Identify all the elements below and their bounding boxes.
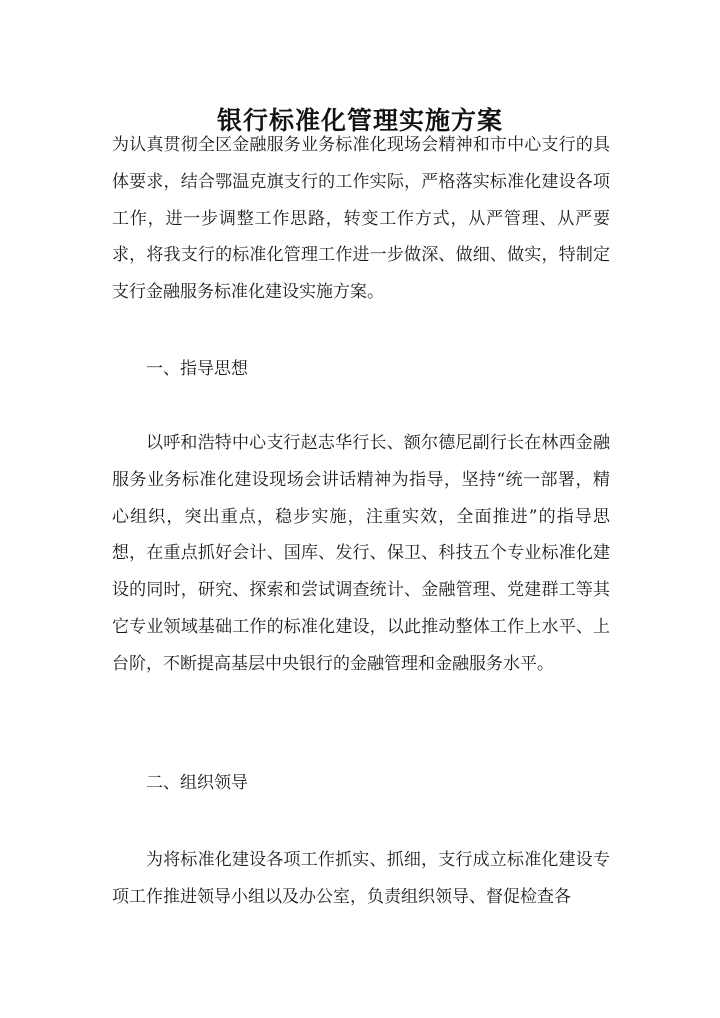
section-body-guiding-ideology: 以呼和浩特中心支行赵志华行长、额尔德尼副行长在林西金融服务业务标准化建设现场会讲话精神为指导，坚持“统一部署，精心组织，突出重点，稳步实施，注重实效，全面推进”的指导思想，在重点抓好会计、国库、发行、保卫、科技五个专业标准化建设的同时，研究、探索和尝试调查统计、金融管理、党建群工等其它专业领域基础工作的标准化建设，以此推动整体工作上水平、上台阶，不断提高基层中央银行的金融管理和金融服务水平。 bbox=[112, 433, 610, 674]
section-heading-guiding-ideology: 一、指导思想 bbox=[146, 359, 248, 379]
section-body-organization-leadership: 为将标准化建设各项工作抓实、抓细，支行成立标准化建设专项工作推进领导小组以及办公室，负责组织领导、督促检查各 bbox=[112, 850, 610, 907]
section-heading-organization-leadership: 二、组织领导 bbox=[146, 773, 248, 793]
document-title: 银行标准化管理实施方案 bbox=[216, 105, 503, 135]
intro-paragraph: 为认真贯彻全区金融服务业务标准化现场会精神和市中心支行的具体要求，结合鄂温克旗支行的工作实际，严格落实标准化建设各项工作，进一步调整工作思路，转变工作方式，从严管理、从严要求，将我支行的标准化管理工作进一步做深、做细、做实，特制定支行金融服务标准化建设实施方案。 bbox=[112, 135, 610, 303]
